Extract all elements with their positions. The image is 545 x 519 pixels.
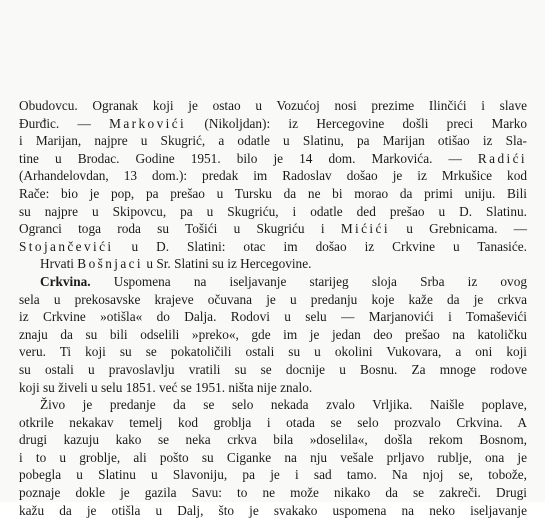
text-line: veru. Ti koji su se pokatoličili ostali su u okolini Vukovara, a oni koji (19, 344, 527, 360)
text-line: iz Crkvine »otišla« do Dalja. Rodovi u selu — Marjanovići i Tomaševići (19, 309, 527, 325)
text-line: otkrile nekakav temelj kod groblja i otada se selo prozvalo Crkvina. A (19, 414, 527, 430)
text-line: drugi kazuju kako se neka crkva bila »doselila«, došla rekom Bosnom, (19, 432, 527, 448)
text-line (19, 150, 527, 168)
text-line: Živo je predanje da se selo nekada zvalo Vrljika. Naišle poplave, (40, 397, 527, 413)
spaced-family-name: Bošnjaci (77, 256, 144, 272)
text-line: znaju da su bili odselili »preko«, gde im je jedan deo prešao na katoličku (19, 326, 527, 342)
line-segment: u Sr. Slatini su iz Hercegovine. (143, 256, 312, 272)
spaced-family-name: Markovići (109, 115, 187, 131)
line-segment: tine u Brodac. Godine 1951. bilo je 14 dom. Markovića. — (19, 150, 478, 166)
spaced-family-name: Mićići (340, 221, 390, 237)
text-line (19, 273, 527, 291)
section-heading: Crkvina. (40, 273, 91, 289)
text-line (19, 220, 527, 238)
line-segment: Ogranci toga roda su Tošići u Skugriću i (19, 221, 341, 237)
body-text (19, 97, 527, 519)
text-line: poznaje dokle je gazila Savu: to ne može nikako da se zakreči. Drugi (19, 485, 527, 501)
text-line: i Marijan, najpre u Skugrić, a odatle u Slatinu, pa Marijan otišao iz Sla- (19, 133, 527, 149)
text-line (19, 238, 527, 256)
text-line: i to u groblje, ali pošto su Ciganke na nju vešale prljavo rublje, ona je (19, 449, 527, 465)
text-line (19, 115, 527, 133)
line-segment: Đurđic. — (19, 115, 110, 131)
text-line (19, 255, 527, 273)
text-line: kažu da je otišla u Dalj, što je svakako uspomena na neko iseljavanje (19, 502, 527, 518)
text-line: su ostali u pravoslavlju vratili su se docnije u Bosnu. Za mnoge rodove (19, 361, 527, 377)
line-segment: Uspomena na iseljavanje starijeg sloja Srba iz ovog (90, 273, 527, 289)
spaced-family-name: Stojančevići (19, 238, 114, 254)
line-segment: (Nikoljdan): iz Hercegovine došli preci Marko (186, 115, 527, 131)
text-line: sela u prekosavske krajeve očuvana je u predanju koje kaže da je crkva (19, 291, 527, 307)
line-segment: u Grebnicama. — (389, 221, 528, 237)
text-line: Rače: bio je pop, pa prešao u Tursku da ne bi morao da primi uniju. Bili (19, 185, 527, 201)
text-line: (Arhandelovdan, 13 dom.): predak im Radoslav došao je iz Mrkušice kod (19, 168, 527, 184)
line-segment: Hrvati (40, 256, 78, 272)
line-segment: u D. Slatini: otac im došao iz Crkvine u Tanasiće. (113, 238, 527, 254)
spaced-family-name: Radići (477, 150, 527, 166)
text-line: koji su živeli u selu 1851. već se 1951. ništa nije znalo. (19, 379, 313, 395)
text-line: su najpre u Skipovcu, pa u Skugriću, i odatle dеd prešao u D. Slatinu. (19, 203, 527, 219)
text-line: Obudovcu. Ogranak koji je ostao u Vozućoj nosi prezime Ilinčići i slave (19, 98, 527, 113)
text-line: pobegla u Slatinu u Slavoniju, pa je i sad tamo. Na njoj se, tobože, (19, 467, 527, 483)
